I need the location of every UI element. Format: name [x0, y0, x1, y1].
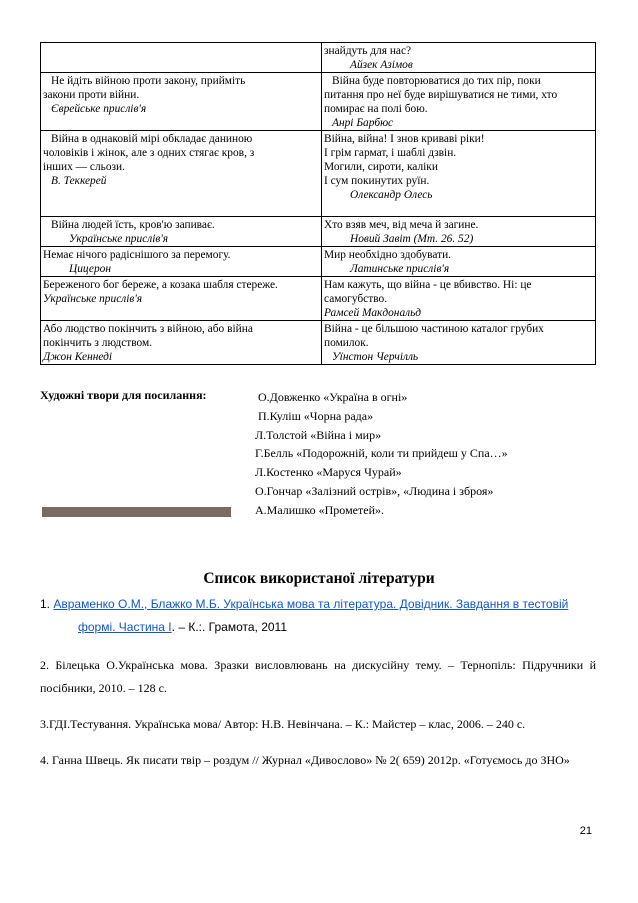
quote-text-line: Хто взяв меч, від меча й загине. — [324, 219, 479, 231]
quote-text-line: помилок. — [324, 337, 369, 349]
quote-row — [41, 247, 596, 277]
quote-cell-left — [41, 43, 322, 73]
quote-cell-left — [41, 217, 322, 247]
quote-row — [41, 73, 596, 131]
quote-author: Латинське прислів'я — [350, 263, 450, 275]
quote-author: Олександр Олесь — [350, 189, 433, 201]
quotes-table — [40, 42, 596, 365]
quote-text-line: Могили, сироти, каліки — [324, 161, 438, 173]
quote-cell-right — [322, 217, 596, 247]
quote-cell-right — [322, 247, 596, 277]
quote-author: Уїнстон Черчілль — [332, 351, 419, 363]
works-item: О.Довженко «Україна в огні» — [258, 390, 408, 404]
quote-cell-right — [322, 73, 596, 131]
quote-author: Анрі Барбюс — [332, 117, 394, 129]
works-item: Л.Костенко «Маруся Чурай» — [255, 465, 402, 480]
quote-row — [41, 43, 596, 73]
quote-cell-right — [322, 277, 596, 321]
works-item: Г.Белль «Подорожній, коли ти прийдеш у Спа…» — [255, 446, 508, 461]
quote-row — [41, 131, 596, 217]
quote-text-line: Війна людей їсть, кров'ю запиває. — [51, 219, 215, 231]
quote-text-line: І сум покинутих руїн. — [324, 175, 430, 187]
quote-author: Айзек Азімов — [350, 59, 413, 71]
quote-text-line: чоловіків і жінок, але з одних стягає кров, з — [43, 147, 255, 159]
quote-text-line: питання про неї буде вирішуватися не тими, хто — [324, 89, 558, 101]
quote-author: Українське прислів'я — [69, 233, 169, 245]
quote-cell-right — [322, 131, 596, 217]
quote-text-line: інших — сльози. — [43, 161, 125, 173]
page-number: 21 — [579, 825, 592, 837]
quote-author: Новий Завіт (Мт. 26. 52) — [350, 233, 474, 245]
works-label: Художні твори для посилання: — [40, 388, 207, 402]
quotes-table-body — [41, 43, 596, 365]
quote-text-line: Або людство покінчить з війною, або війна — [43, 323, 253, 335]
quote-text-line: І грім гармат, і шаблі дзвін. — [324, 147, 457, 159]
quote-cell-right — [322, 43, 596, 73]
works-item: О.Гончар «Залізний острів», «Людина і зброя» — [255, 483, 494, 498]
quote-author: Джон Кеннеді — [43, 351, 113, 363]
quote-row — [41, 321, 596, 365]
quote-text-line: помирає на полі бою. — [324, 103, 428, 115]
section-divider-bar — [42, 507, 231, 517]
ref1-link-line2[interactable]: формі. Частина I — [78, 620, 172, 634]
quote-text-line: Війна - це більшою частиною каталог грубих — [324, 323, 544, 335]
bibliography-entry-2: 2. Білецька О.Українська мова. Зразки висловлювань на дискусійну тему. – Тернопіль: Підручники й посібники, 2010. – 128 с. — [40, 658, 596, 695]
quote-text-line: Не йдіть війною проти закону, прийміть — [51, 75, 246, 87]
works-item: П.Куліш «Чорна рада» — [258, 408, 374, 423]
bibliography-entry-1 — [40, 593, 596, 639]
bibliography-entry-3: 3.ГДІ.Тестування. Українська мова/ Автор: Н.В. Невінчана. – К.: Майстер – клас, 2006. – 240 с. — [40, 717, 526, 731]
quote-text-line: Війна буде повторюватися до тих пір, поки — [332, 75, 541, 87]
quote-cell-left — [41, 73, 322, 131]
bibliography-entry-4: 4. Ганна Швець. Як писати твір – роздум // Журнал «Дивослово» № 2( 659) 2012р. «Готуємось до ЗНО» — [40, 753, 570, 767]
quote-author: Єврейське прислів'я — [51, 103, 147, 115]
quote-author: В. Теккерей — [51, 175, 107, 187]
quote-author: Цицерон — [69, 263, 111, 275]
works-item: А.Малишко «Прометей». — [255, 502, 384, 517]
quote-author: Українське прислів'я — [43, 293, 143, 305]
quote-text-line: Немає нічого радіснішого за перемогу. — [43, 249, 231, 261]
quote-cell-left — [41, 247, 322, 277]
ref1-tail: . – К.:. Грамота, 2011 — [171, 620, 287, 634]
quote-text-line: закони проти війни. — [43, 89, 140, 101]
quote-cell-left — [41, 277, 322, 321]
quote-text-line: самогубство. — [324, 293, 388, 305]
quote-text-line: Війна, війна! І знов криваві ріки! — [324, 133, 485, 145]
ref1-link-line1[interactable]: Авраменко О.М., Блажко М.Б. Українська мова та література. Довідник. Завдання в тестовій — [53, 597, 569, 611]
quote-text-line: Бережeного бог береже, а козака шабля стереже. — [43, 279, 278, 291]
quote-text-line: покінчить з людством. — [43, 337, 153, 349]
quote-text-line: знайдуть для нас? — [324, 45, 412, 57]
quote-text-line: Мир необхідно здобувати. — [324, 249, 452, 261]
quote-cell-right — [322, 321, 596, 365]
quote-row — [41, 217, 596, 247]
quote-text-line: Війна в однаковій мірі обкладає даниною — [51, 133, 253, 145]
ref1-number: 1. — [40, 597, 51, 611]
quote-cell-left — [41, 321, 322, 365]
quote-text-line — [324, 202, 593, 216]
quote-author: Рамсей Макдональд — [324, 307, 422, 319]
bibliography-title: Список використаної літератури — [203, 570, 435, 587]
works-item: Л.Толстой «Війна і мир» — [255, 427, 382, 442]
works-list — [255, 388, 508, 520]
quote-cell-left — [41, 131, 322, 217]
quote-row — [41, 277, 596, 321]
quote-text-line: Нам кажуть, що війна - це вбивство. Ні: це — [324, 279, 532, 291]
